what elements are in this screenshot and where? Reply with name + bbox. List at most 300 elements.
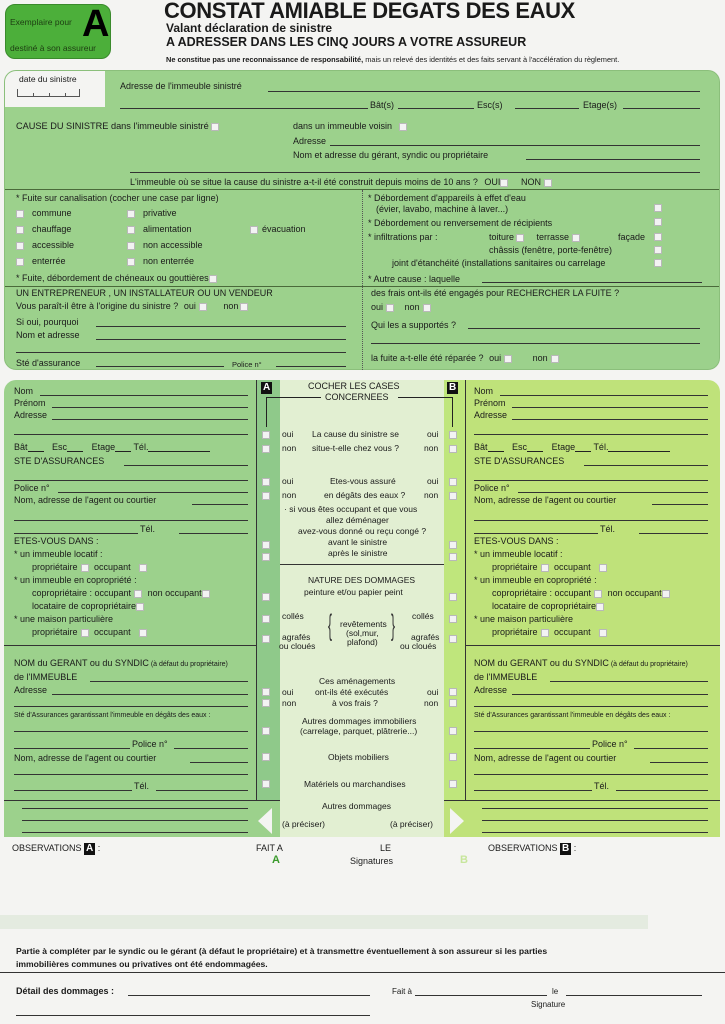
b-amenag-oui-label: oui <box>427 687 439 697</box>
apres-label: après le sinistre <box>328 548 388 558</box>
assurance-label: Sté d'assurance <box>16 358 81 368</box>
party-a-adresse-label: Adresse <box>14 410 48 420</box>
b-avant-checkbox[interactable] <box>449 541 457 549</box>
cheneaux-label: * Fuite, débordement de chéneaux ou gouttières <box>16 273 209 283</box>
party-b-copro-occupant-checkbox[interactable] <box>594 590 602 598</box>
arrow-a-icon <box>266 397 321 427</box>
party-b-autres-field-3[interactable] <box>482 832 708 833</box>
supportes-field-2[interactable] <box>371 343 700 344</box>
party-a-agent2-field-2[interactable] <box>14 774 248 775</box>
party-b-tel-label: Tél. <box>593 442 609 452</box>
autres-immo-line1: Autres dommages immobiliers <box>302 716 417 726</box>
fait-field[interactable] <box>415 995 547 996</box>
construit-question: L'immeuble où se situe la cause du sinistre a-t-il été construit depuis moins de 10 ans ? <box>130 177 478 187</box>
fait-label: Fait à <box>392 987 413 996</box>
disclaimer <box>166 55 619 64</box>
party-b-agent-field-2[interactable] <box>474 520 708 521</box>
detail-field-2[interactable] <box>16 1015 370 1016</box>
b-preciser-label: (à préciser) <box>390 819 433 829</box>
frais-oui-label: oui <box>371 302 384 312</box>
party-a-police2-field[interactable] <box>174 748 248 749</box>
party-a-gerant-adresse-field[interactable] <box>52 694 248 695</box>
party-a-autres-field-3[interactable] <box>22 832 248 833</box>
facade-label: façade <box>618 232 646 242</box>
party-b-gerant-small: (à défaut du propriétaire) <box>608 661 688 668</box>
commune-label: commune <box>32 208 72 218</box>
party-b-maison-proprietaire-checkbox[interactable] <box>541 629 549 637</box>
bat-label: Bât(s) <box>370 100 395 110</box>
party-a-locatif-occupant-checkbox[interactable] <box>139 564 147 572</box>
party-b-gerant-title <box>474 658 688 668</box>
party-b-locataire-label: locataire de copropriétaire <box>492 601 597 611</box>
party-a-police-field[interactable] <box>58 492 248 493</box>
party-a-locataire-row <box>32 601 144 611</box>
origine-oui-checkbox[interactable] <box>199 303 207 311</box>
non-accessible-checkbox[interactable] <box>127 242 135 250</box>
q3-line3: avez-vous donné ou reçu congé ? <box>298 526 427 536</box>
party-b-tel-field[interactable] <box>608 451 670 452</box>
toiture-checkbox[interactable] <box>516 234 524 242</box>
party-a-nom-field[interactable] <box>40 395 248 396</box>
a-peinture-checkbox[interactable] <box>262 593 270 601</box>
bat-field[interactable] <box>398 108 474 109</box>
partie-text-1: Partie à compléter par le syndic ou le gérant (à défaut le propriétaire) et à transmettre éventuellement à son assureur si les parties <box>16 946 548 956</box>
alimentation-checkbox[interactable] <box>127 226 135 234</box>
b-assure-non-checkbox[interactable] <box>449 492 457 500</box>
observations-area[interactable] <box>0 870 725 915</box>
party-a-non-occupant-label: non occupant <box>147 588 202 598</box>
party-a-agent2-field[interactable] <box>190 762 248 763</box>
party-b-police-field[interactable] <box>518 492 708 493</box>
recipients-checkbox[interactable] <box>654 218 662 226</box>
party-a-immeuble-field[interactable] <box>90 681 248 682</box>
b-autres-immo-checkbox[interactable] <box>449 727 457 735</box>
autres-label: Autres dommages <box>322 801 391 811</box>
party-a-adresse-field[interactable] <box>52 419 248 420</box>
enterree-label: enterrée <box>32 256 66 266</box>
party-b-esc-label: Esc <box>512 442 528 452</box>
accessible-label: accessible <box>32 240 75 250</box>
party-a-ste-garant-field[interactable] <box>14 731 248 732</box>
a-objets-checkbox[interactable] <box>262 753 270 761</box>
party-b-police2-pre[interactable] <box>474 748 590 749</box>
party-a-ste-garant-label: Sté d'Assurances garantissant l'immeuble en dégâts des eaux : <box>14 712 211 719</box>
toiture-label: toiture <box>489 232 515 242</box>
party-b-agent-field[interactable] <box>652 504 708 505</box>
party-a-copro-row <box>32 588 210 598</box>
a-amenag-non-checkbox[interactable] <box>262 699 270 707</box>
party-b-adresse-field[interactable] <box>512 419 708 420</box>
party-b-tel3-field[interactable] <box>616 790 708 791</box>
a-cause-non-label: non <box>282 443 297 453</box>
subtitle: Valant déclaration de sinistre <box>166 21 333 35</box>
revetements-label: revêtements <box>340 619 387 629</box>
pourquoi-field[interactable] <box>96 326 346 327</box>
a-amenag-oui-checkbox[interactable] <box>262 688 270 696</box>
divider <box>5 286 719 287</box>
cocher-title-1: COCHER LES CASES <box>308 381 400 391</box>
gerant-label: Nom et adresse du gérant, syndic ou propriétaire <box>293 150 489 160</box>
amenag-line2: ont-ils été exécutés <box>315 687 389 697</box>
party-a-autres-field-2[interactable] <box>22 820 248 821</box>
entrepreneur-title: UN ENTREPRENEUR , UN INSTALLATEUR OU UN VENDEUR <box>16 288 273 298</box>
b-amenag-non-checkbox[interactable] <box>449 699 457 707</box>
supportes-field[interactable] <box>468 328 700 329</box>
nom-adresse-field-2[interactable] <box>16 352 346 353</box>
le-label-2: le <box>552 987 559 996</box>
exemplaire-badge <box>5 4 111 59</box>
date-input[interactable] <box>17 89 80 97</box>
b-assure-oui-checkbox[interactable] <box>449 478 457 486</box>
a-agrafes-checkbox[interactable] <box>262 635 270 643</box>
party-b-gerant-adresse-field-2[interactable] <box>474 706 708 707</box>
construit-oui-label: OUI <box>484 177 501 187</box>
origine-label: Vous paraît-il être à l'origine du sinistre ? <box>16 301 179 311</box>
party-a-tel2-field[interactable] <box>179 533 248 534</box>
b-cause-oui-label: oui <box>427 429 439 439</box>
esc-label: Esc(s) <box>477 100 503 110</box>
b-clouees-label: ou cloués <box>400 641 437 651</box>
assurance-field[interactable] <box>96 366 224 367</box>
party-a-agent-field-2[interactable] <box>14 520 248 521</box>
recipients-label: * Débordement ou renversement de récipients <box>368 218 553 228</box>
party-b-ste-field-2[interactable] <box>474 480 708 481</box>
facade-checkbox[interactable] <box>654 233 662 241</box>
brace-left-icon: { <box>328 609 333 642</box>
brace-right-icon: } <box>391 609 396 642</box>
b-objets-checkbox[interactable] <box>449 753 457 761</box>
party-b-ste-garant-label: Sté d'Assurances garantissant l'immeuble en dégâts des eaux : <box>474 712 671 719</box>
q3-line2: allez déménager <box>326 515 389 525</box>
adresse-sinistre-field-2[interactable] <box>120 108 368 109</box>
construit-non-checkbox[interactable] <box>544 179 552 187</box>
a-clouees-label: ou cloués <box>279 641 316 651</box>
chassis-label: châssis (fenêtre, porte-fenêtre) <box>489 245 613 255</box>
detail-label: Détail des dommages : <box>16 986 115 996</box>
party-b-ste-field[interactable] <box>584 465 708 466</box>
party-b-non-occupant-label: non occupant <box>607 588 662 598</box>
gerant-field[interactable] <box>526 159 700 160</box>
voisin-adresse-label: Adresse <box>293 136 327 146</box>
construit-non-label: NON <box>520 177 541 187</box>
a-cause-oui-label: oui <box>282 429 294 439</box>
supportes-label: Qui les a supportés ? <box>371 320 457 330</box>
cause-immeuble-sinistre-checkbox[interactable] <box>211 123 219 131</box>
party-a-police2-pre[interactable] <box>14 748 130 749</box>
infiltrations-label: * infiltrations par : <box>368 232 438 242</box>
cause-sinistre <box>16 121 219 131</box>
party-b-bat-field[interactable] <box>488 451 504 452</box>
le-field[interactable] <box>566 995 702 996</box>
a-avant-checkbox[interactable] <box>262 541 270 549</box>
party-a-autres-field-1[interactable] <box>22 808 248 809</box>
exemplaire-bottom: destiné à son assureur <box>10 43 96 53</box>
reparee-row <box>371 353 559 363</box>
center-letter-b: B <box>449 382 457 393</box>
frais-oui-checkbox[interactable] <box>386 304 394 312</box>
a-apres-checkbox[interactable] <box>262 553 270 561</box>
party-a-maison: * une maison particulière <box>14 614 114 624</box>
party-b-copro: * un immeuble en copropriété : <box>474 575 597 585</box>
q1-line1: La cause du sinistre se <box>312 429 399 439</box>
b-colles-checkbox[interactable] <box>449 615 457 623</box>
construit-oui-checkbox[interactable] <box>500 179 508 187</box>
observations-a: OBSERVATIONS A : <box>12 843 101 854</box>
party-a-etes-vous: ETES-VOUS DANS : <box>14 536 99 546</box>
party-a-police2-label: Police n° <box>132 739 168 749</box>
party-a-gerant-adresse-field-2[interactable] <box>14 706 248 707</box>
party-b-adresse-field-2[interactable] <box>474 434 708 435</box>
date-label: date du sinistre <box>19 74 77 84</box>
party-b-agent2-field-2[interactable] <box>474 774 708 775</box>
joint-checkbox[interactable] <box>654 259 662 267</box>
non-accessible-label: non accessible <box>143 240 203 250</box>
party-a-agent-field[interactable] <box>192 504 248 505</box>
party-a-prenom-field[interactable] <box>52 407 248 408</box>
nom-adresse-label: Nom et adresse <box>16 330 80 340</box>
party-b-police2-label: Police n° <box>592 739 628 749</box>
party-a-tel3-field[interactable] <box>156 790 248 791</box>
party-a-tel3-pre[interactable] <box>14 790 132 791</box>
non-enterree-checkbox[interactable] <box>127 258 135 266</box>
party-a-bat-label: Bât <box>14 442 28 452</box>
party-a-agent2-label: Nom, adresse de l'agent ou courtier <box>14 753 157 763</box>
b-assure-oui-label: oui <box>427 476 439 486</box>
party-a-copro-occupant-checkbox[interactable] <box>134 590 142 598</box>
q3-line1: · si vous êtes occupant et que vous <box>284 504 418 514</box>
etage-label: Etage(s) <box>583 100 618 110</box>
party-b-occupant-label: occupant <box>554 562 591 572</box>
party-b-copro-row <box>492 588 670 598</box>
party-a-ste-label: STE D'ASSURANCES <box>14 456 105 466</box>
signature-b-letter: B <box>460 854 468 866</box>
reparee-non-checkbox[interactable] <box>551 355 559 363</box>
syndic-band <box>0 915 648 929</box>
party-a-ste-field-2[interactable] <box>14 480 248 481</box>
party-b-maison-occupant-checkbox[interactable] <box>599 629 607 637</box>
origine-row <box>16 301 248 311</box>
adresse-sinistre-field[interactable] <box>268 91 700 92</box>
frais-non-label: non <box>404 302 420 312</box>
a-colles-checkbox[interactable] <box>262 615 270 623</box>
party-a-gerant-adresse-label: Adresse <box>14 685 48 695</box>
signatures-label: Signatures <box>350 856 394 866</box>
b-agrafes-checkbox[interactable] <box>449 635 457 643</box>
party-b-adresse-label: Adresse <box>474 410 508 420</box>
party-a-tel-field[interactable] <box>148 451 210 452</box>
autre-cause-label: * Autre cause : laquelle <box>368 274 461 284</box>
arrow-left-icon <box>258 808 272 834</box>
party-a-gerant-label: NOM du GERANT ou du SYNDIC <box>14 658 149 668</box>
origine-oui-label: oui <box>183 301 196 311</box>
party-a-ste-field[interactable] <box>124 465 248 466</box>
b-colles-label: collés <box>412 611 434 621</box>
joint-label: joint d'étanchéité (installations sanitaires ou carrelage <box>392 258 606 268</box>
party-a-adresse-field-2[interactable] <box>14 434 248 435</box>
party-a-tel-label: Tél. <box>133 442 149 452</box>
detail-field[interactable] <box>128 995 370 996</box>
privative-checkbox[interactable] <box>127 210 135 218</box>
party-a-maison-occupant-label: occupant <box>94 627 131 637</box>
party-b-maison: * une maison particulière <box>474 614 574 624</box>
police-label: Police n° <box>232 360 262 369</box>
amenag-line1: Ces aménagements <box>319 676 396 686</box>
voisin-adresse-field[interactable] <box>330 145 700 146</box>
materiels-label: Matériels ou marchandises <box>304 779 406 789</box>
etage-field[interactable] <box>623 108 700 109</box>
divider <box>0 972 725 973</box>
party-b-ste-label: STE D'ASSURANCES <box>474 456 565 466</box>
party-b-locatif-occupant-checkbox[interactable] <box>599 564 607 572</box>
party-a-copro-non-occupant-checkbox[interactable] <box>202 590 210 598</box>
autre-cause-field[interactable] <box>482 282 702 283</box>
terrasse-checkbox[interactable] <box>572 234 580 242</box>
police-field[interactable] <box>276 366 346 367</box>
b-cause-oui-checkbox[interactable] <box>449 431 457 439</box>
plafond-label: plafond) <box>347 637 378 647</box>
a-autres-immo-checkbox[interactable] <box>262 727 270 735</box>
party-b-autres-field-1[interactable] <box>482 808 708 809</box>
a-assure-non-label: non <box>282 490 297 500</box>
party-a-locatif: * un immeuble locatif : <box>14 549 103 559</box>
appareils-label: * Débordement d'appareils à effet d'eau <box>368 193 526 203</box>
pourquoi-label: Si oui, pourquoi <box>16 317 79 327</box>
party-b-tel3-pre[interactable] <box>474 790 592 791</box>
party-a-etage-label: Etage <box>91 442 116 452</box>
a-amenag-oui-label: oui <box>282 687 294 697</box>
party-b-coproprietaire-label: copropriétaire : occupant <box>492 588 592 598</box>
b-amenag-non-label: non <box>424 698 439 708</box>
a-preciser-label: (à préciser) <box>282 819 325 829</box>
a-cause-non-checkbox[interactable] <box>262 445 270 453</box>
a-colles-label: collés <box>282 611 304 621</box>
party-a-nom-label: Nom <box>14 386 34 396</box>
arrow-b-icon <box>398 397 453 427</box>
voisin-checkbox[interactable] <box>399 123 407 131</box>
arrow-right-icon <box>450 808 464 834</box>
party-a-tel2-field-pre[interactable] <box>14 533 138 534</box>
nom-adresse-field[interactable] <box>96 339 346 340</box>
party-b-tel3-label: Tél. <box>594 781 610 791</box>
party-a-maison-proprietaire-checkbox[interactable] <box>81 629 89 637</box>
party-b-esc-field[interactable] <box>527 451 543 452</box>
party-b-etes-vous: ETES-VOUS DANS : <box>474 536 559 546</box>
appareils-checkbox[interactable] <box>654 204 662 212</box>
a-materiels-checkbox[interactable] <box>262 780 270 788</box>
frais-non-checkbox[interactable] <box>423 304 431 312</box>
privative-label: privative <box>143 208 177 218</box>
reparee-oui-checkbox[interactable] <box>504 355 512 363</box>
a-amenag-non-label: non <box>282 698 297 708</box>
party-a-bat-field[interactable] <box>28 451 44 452</box>
cheneaux-checkbox[interactable] <box>209 275 217 283</box>
party-b-tel2-field[interactable] <box>639 533 708 534</box>
cheneaux-row <box>16 273 217 283</box>
fait-a-label: FAIT A <box>256 843 283 853</box>
subtitle-2: A ADRESSER DANS LES CINQ JOURS A VOTRE ASSUREUR <box>166 35 527 49</box>
q2-line2: en dégâts des eaux ? <box>324 490 406 500</box>
party-b-gerant-adresse-field[interactable] <box>512 694 708 695</box>
party-b-copro-non-occupant-checkbox[interactable] <box>662 590 670 598</box>
evacuation-checkbox[interactable] <box>250 226 258 234</box>
party-b-etage-label: Etage <box>551 442 576 452</box>
party-b-immeuble-field[interactable] <box>550 681 708 682</box>
appareils-label-2: (évier, lavabo, machine à laver...) <box>376 204 509 214</box>
b-apres-checkbox[interactable] <box>449 553 457 561</box>
cocher-title-2: CONCERNEES <box>325 392 389 402</box>
b-amenag-oui-checkbox[interactable] <box>449 688 457 696</box>
toiture-row <box>489 232 580 242</box>
enterree-checkbox[interactable] <box>16 258 24 266</box>
party-b-police2-field[interactable] <box>634 748 708 749</box>
accessible-checkbox[interactable] <box>16 242 24 250</box>
party-b-ste-garant-field[interactable] <box>474 731 708 732</box>
party-a-gerant-title <box>14 658 228 668</box>
commune-checkbox[interactable] <box>16 210 24 218</box>
party-a-etage-field[interactable] <box>115 451 131 452</box>
observations-a-badge: A <box>86 843 94 854</box>
party-a-esc-field[interactable] <box>67 451 83 452</box>
observations-b: OBSERVATIONS B : <box>488 843 577 854</box>
b-assure-non-label: non <box>424 490 439 500</box>
exemplaire-letter: A <box>82 3 110 45</box>
party-b-tel2-field-pre[interactable] <box>474 533 598 534</box>
party-a-locatif-proprietaire-checkbox[interactable] <box>81 564 89 572</box>
evacuation-label: évacuation <box>262 224 306 234</box>
party-b-locatif-proprietaire-checkbox[interactable] <box>541 564 549 572</box>
a-assure-non-checkbox[interactable] <box>262 492 270 500</box>
gerant-field-2[interactable] <box>130 172 700 173</box>
reparee-label: la fuite a-t-elle été réparée ? <box>371 353 484 363</box>
adresse-sinistre-label: Adresse de l'immeuble sinistré <box>120 81 242 91</box>
party-a-maison-occupant-checkbox[interactable] <box>139 629 147 637</box>
b-agrafes-label: agrafés <box>411 632 440 642</box>
origine-non-checkbox[interactable] <box>240 303 248 311</box>
party-b-agent2-field[interactable] <box>650 762 708 763</box>
q1-line2: situe-t-elle chez vous ? <box>312 443 399 453</box>
party-b-locataire-checkbox[interactable] <box>596 603 604 611</box>
party-a-maison-proprietaire-label: propriétaire <box>32 627 78 637</box>
party-a-proprietaire-label: propriétaire <box>32 562 78 572</box>
party-a-esc-label: Esc <box>52 442 68 452</box>
party-a-agent-label: Nom, adresse de l'agent ou courtier <box>14 495 157 505</box>
party-b-prenom-field[interactable] <box>512 407 708 408</box>
terrasse-label: terrasse <box>536 232 570 242</box>
b-materiels-checkbox[interactable] <box>449 780 457 788</box>
b-cause-non-checkbox[interactable] <box>449 445 457 453</box>
exemplaire-top: Exemplaire pour <box>10 17 72 27</box>
chauffage-checkbox[interactable] <box>16 226 24 234</box>
party-b-bat-label: Bât <box>474 442 488 452</box>
b-peinture-checkbox[interactable] <box>449 593 457 601</box>
party-b-proprietaire-label: propriétaire <box>492 562 538 572</box>
party-a-locataire-checkbox[interactable] <box>136 603 144 611</box>
chassis-checkbox[interactable] <box>654 246 662 254</box>
amenag-line3: à vos frais ? <box>332 698 378 708</box>
party-b-nom-field[interactable] <box>500 395 708 396</box>
signature-a-letter: A <box>272 854 280 866</box>
voisin-row <box>293 121 407 131</box>
nature-title: NATURE DES DOMMAGES <box>308 575 416 585</box>
esc-field[interactable] <box>515 108 579 109</box>
a-assure-oui-checkbox[interactable] <box>262 478 270 486</box>
cause-label: CAUSE DU SINISTRE <box>16 121 109 131</box>
party-b-autres-field-2[interactable] <box>482 820 708 821</box>
a-cause-oui-checkbox[interactable] <box>262 431 270 439</box>
party-b-etage-field[interactable] <box>575 451 591 452</box>
peinture-label: peinture et/ou papier peint <box>304 587 403 597</box>
a-agrafes-label: agrafés <box>282 632 311 642</box>
